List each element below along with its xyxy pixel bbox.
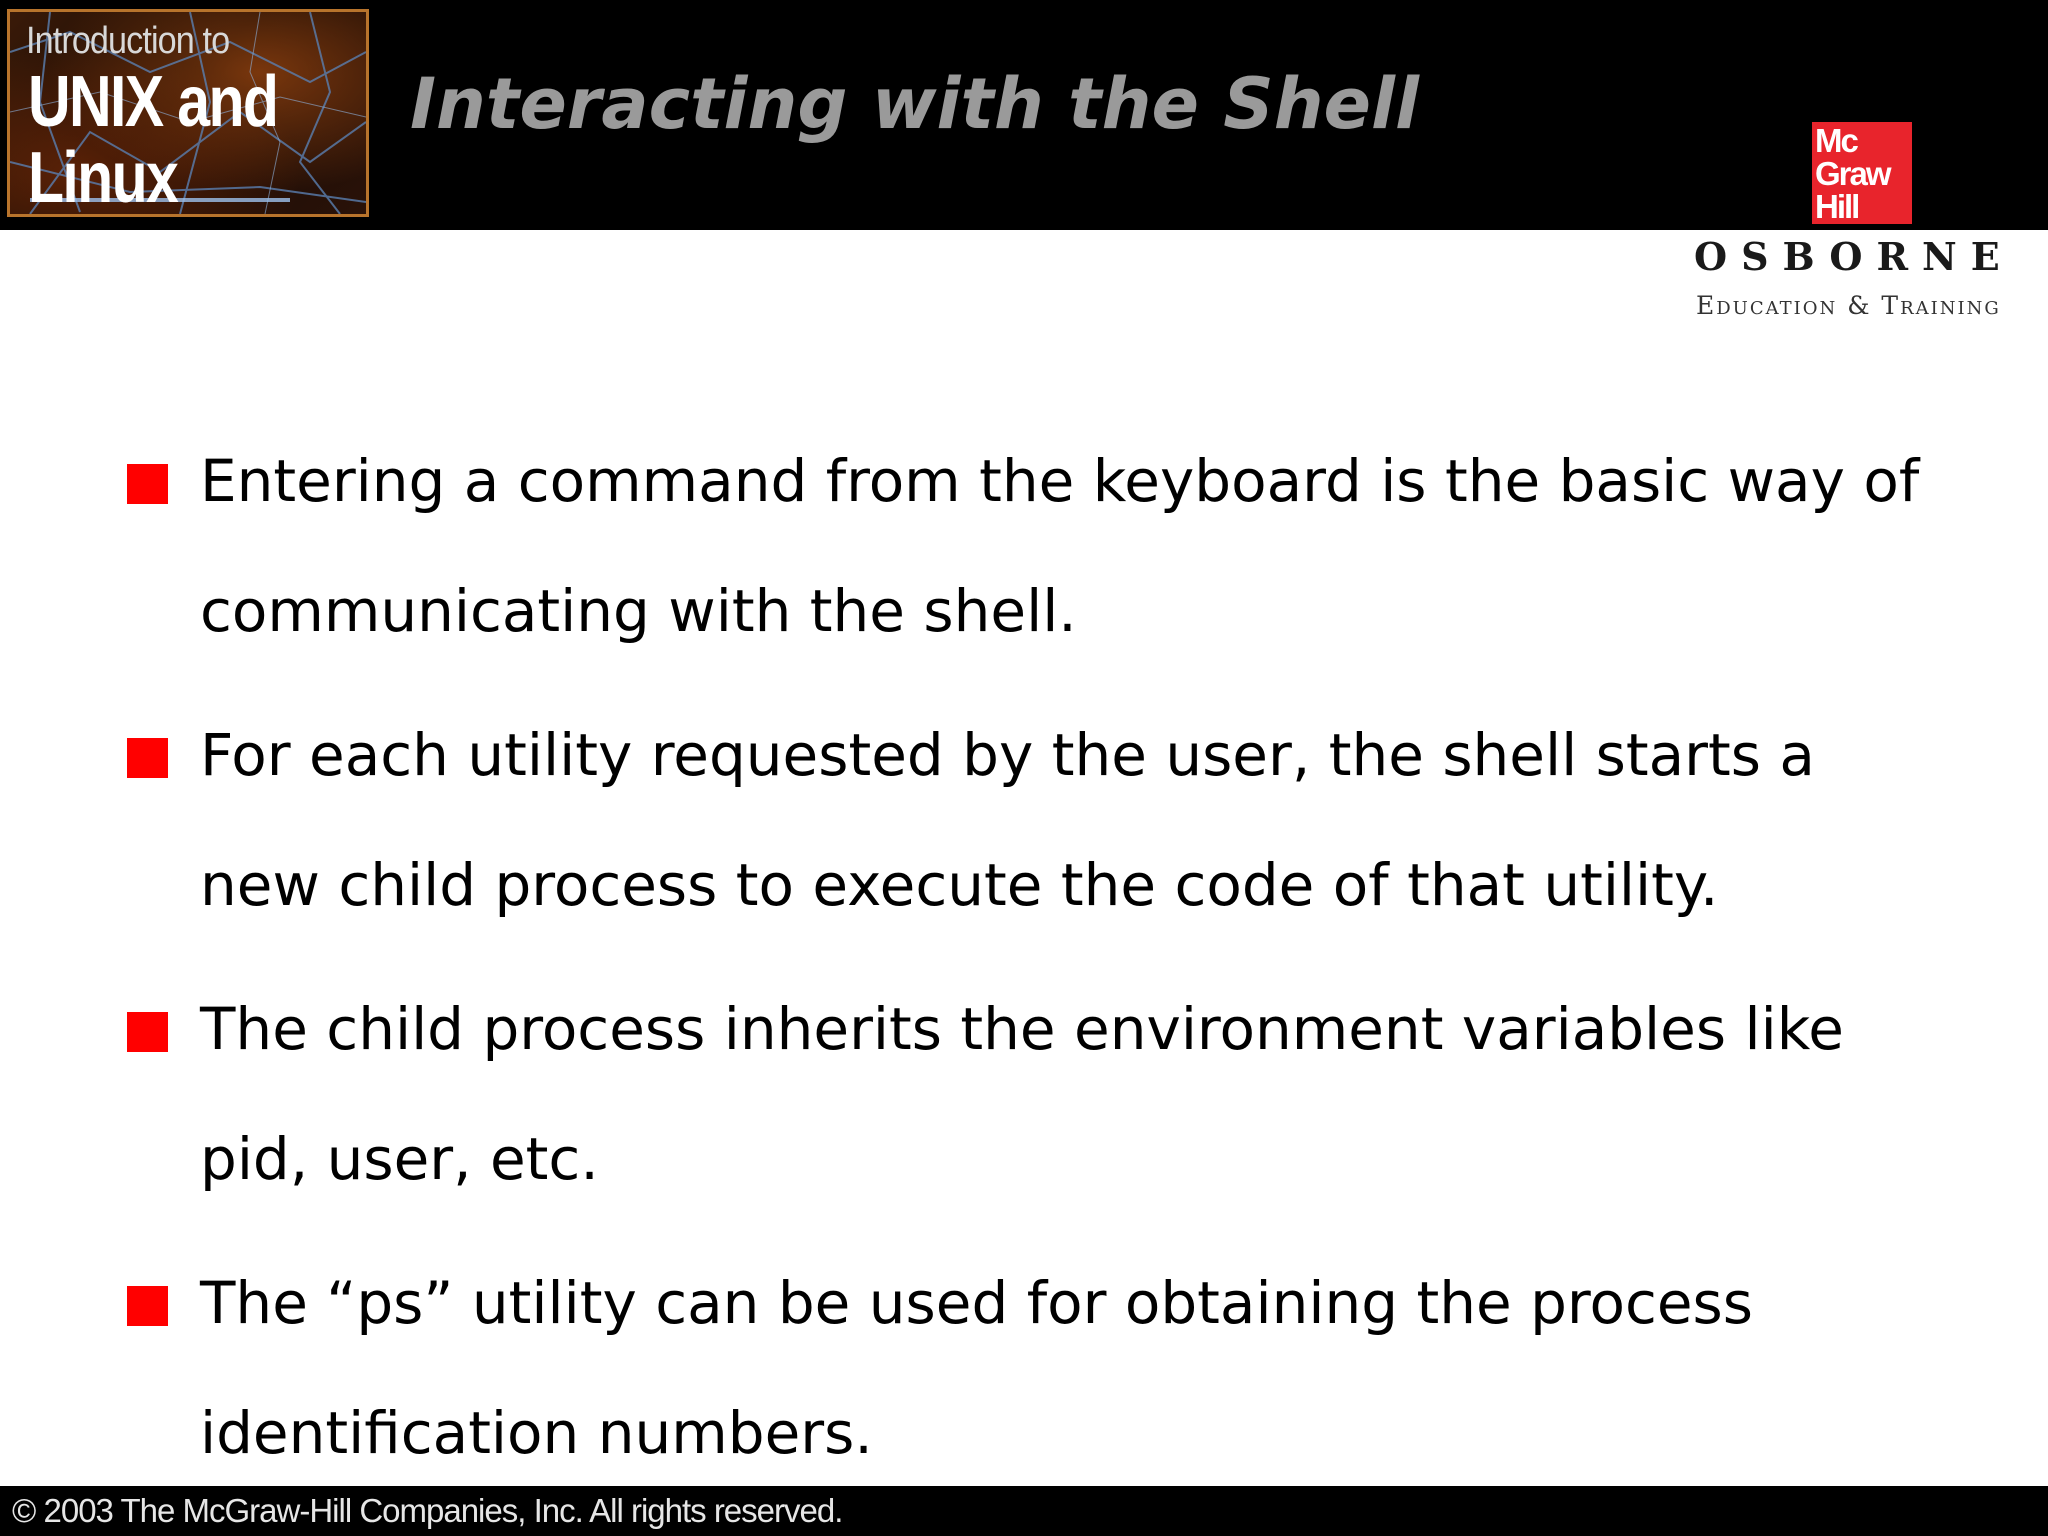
bullet-line: communicating with the shell. [200, 577, 1077, 645]
bullet-line: identification numbers. [200, 1399, 873, 1467]
bullet-text [200, 690, 2030, 950]
bullet-text [200, 416, 2030, 676]
mcgraw-logo-line-2: Graw [1815, 155, 1890, 192]
header-band [0, 0, 2048, 230]
bullet-line: new child process to execute the code of that utility. [200, 851, 1719, 919]
bullet-text [200, 964, 2030, 1224]
red-square-bullet-icon [127, 738, 168, 778]
bullet-line: Entering a command from the keyboard is the basic way of [200, 447, 1920, 515]
red-square-bullet-icon [127, 1286, 168, 1326]
bullet-line: The “ps” utility can be used for obtaining the process [200, 1269, 1753, 1337]
osborne-wordmark: OSBORNE [1694, 234, 2014, 279]
footer-band [0, 1486, 2048, 1536]
mcgraw-hill-logo [1812, 122, 1912, 224]
book-title-line-2: UNIX and [28, 62, 278, 142]
red-square-bullet-icon [127, 1012, 168, 1052]
bullet-line: For each utility requested by the user, the shell starts a [200, 721, 1815, 789]
bullet-line: pid, user, etc. [200, 1125, 599, 1193]
bullet-line: The child process inherits the environment variables like [200, 995, 1844, 1063]
bullet-text [200, 1238, 2030, 1498]
book-cover-logo [7, 9, 369, 217]
osborne-tagline: Education & Training [1696, 291, 2001, 320]
book-title-line-1: Introduction to [26, 20, 230, 62]
red-square-bullet-icon [127, 464, 168, 504]
slide-title: Interacting with the Shell [410, 63, 1420, 145]
mcgraw-logo-line-3: Hill [1815, 188, 1859, 225]
mcgraw-logo-line-1: Mc [1815, 122, 1857, 159]
book-title-line-3: Linux [28, 138, 178, 217]
copyright-notice: © 2003 The McGraw-Hill Companies, Inc. All rights reserved. [12, 1492, 843, 1529]
